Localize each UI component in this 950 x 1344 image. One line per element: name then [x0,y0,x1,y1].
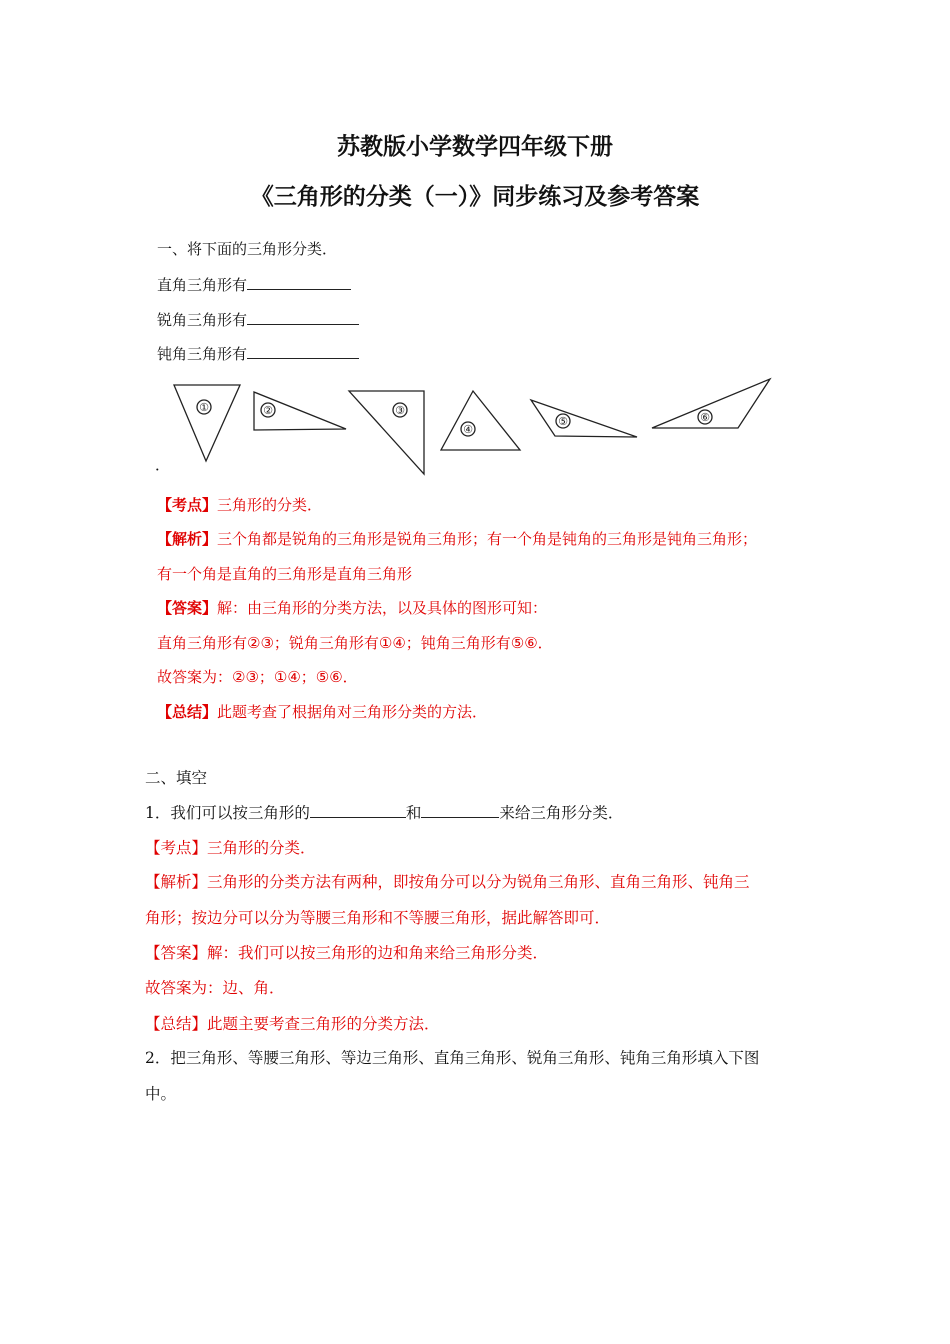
triangle-6-label: ⑥ [700,411,710,424]
s1-kaodian-tag: 【考点】 [157,496,218,514]
section2-heading: 二、填空 [145,769,208,787]
s1-kaodian-text: 三角形的分类． [217,496,323,514]
triangles-figure [0,370,950,480]
triangle-5 [531,400,637,437]
s2-kaodian-tag: 【考点】 [145,839,208,857]
s2-kaodian [145,836,316,858]
fill-right-blank[interactable] [247,274,351,290]
s1-jiexi [157,528,757,549]
s2-jiexi-line2: 角形；按边分可以分为等腰三角形和不等腰三角形，据此解答即可． [145,909,611,927]
s2-daan-text: 解：我们可以按三角形的边和角来给三角形分类． [207,944,549,962]
q1-part-b: 和 [405,804,422,822]
fill-right-row [157,274,351,295]
q2-line2: 中。 [145,1085,177,1103]
s2-zongjie-text: 此题主要考查三角形的分类方法． [207,1015,440,1033]
s2-jiexi-text1: 三角形的分类方法有两种，即按角分可以分为锐角三角形、直角三角形、钝角三 [207,873,750,891]
q1 [145,801,623,823]
section1-heading: 一、将下面的三角形分类． [157,240,338,258]
triangle-1-label: ① [199,401,209,414]
q1-blank-1[interactable] [310,802,406,818]
fill-acute-blank[interactable] [247,309,359,325]
s1-zongjie-tag: 【总结】 [157,703,218,721]
s2-daan-line2: 故答案为：边、角． [145,979,285,997]
fill-obtuse-blank[interactable] [247,343,359,359]
triangle-1 [174,385,240,461]
s1-jiexi-line2: 有一个角是直角的三角形是直角三角形 [157,565,413,583]
s1-daan [157,597,547,618]
fill-obtuse-label: 钝角三角形有 [157,345,248,363]
triangle-5-label: ⑤ [558,415,568,428]
fill-right-label: 直角三角形有 [157,276,248,294]
s2-kaodian-text: 三角形的分类． [207,839,316,857]
s2-jiexi-tag: 【解析】 [145,873,208,891]
page-title: 苏教版小学数学四年级下册 [337,133,613,160]
s2-zongjie [145,1012,440,1034]
s2-zongjie-tag: 【总结】 [145,1015,208,1033]
s1-zongjie [157,701,487,722]
s2-daan-tag: 【答案】 [145,944,208,962]
s1-daan-tag: 【答案】 [157,599,218,617]
s2-jiexi [145,870,750,892]
fill-acute-label: 锐角三角形有 [157,311,248,329]
triangle-4 [441,391,520,450]
triangle-3-label: ③ [395,404,405,417]
figure-dot: ． [155,456,171,474]
page-subtitle: 《三角形的分类（一）》同步练习及参考答案 [250,183,700,210]
q1-blank-2[interactable] [421,802,499,818]
s1-daan-line2: 直角三角形有②③；锐角三角形有①④；钝角三角形有⑤⑥． [157,634,553,652]
s1-kaodian [157,494,322,515]
s1-daan-line3: 故答案为：②③；①④；⑤⑥． [157,668,358,686]
q2-line1: 2．把三角形、等腰三角形、等边三角形、直角三角形、锐角三角形、钝角三角形填入下图 [145,1049,760,1067]
fill-acute-row [157,309,359,330]
q1-part-c: 来给三角形分类． [499,804,624,822]
s2-daan [145,941,548,963]
fill-obtuse-row [157,343,359,364]
s1-daan-text: 解：由三角形的分类方法，以及具体的图形可知： [217,599,548,617]
q1-part-a: 1．我们可以按三角形的 [145,804,310,822]
s1-jiexi-tag: 【解析】 [157,530,218,548]
triangle-4-label: ④ [463,423,473,436]
s1-zongjie-text: 此题考查了根据角对三角形分类的方法． [217,703,488,721]
triangle-2-label: ② [263,404,273,417]
triangle-3 [349,391,424,474]
s1-jiexi-text1: 三个角都是锐角的三角形是锐角三角形；有一个角是钝角的三角形是钝角三角形； [217,530,758,548]
